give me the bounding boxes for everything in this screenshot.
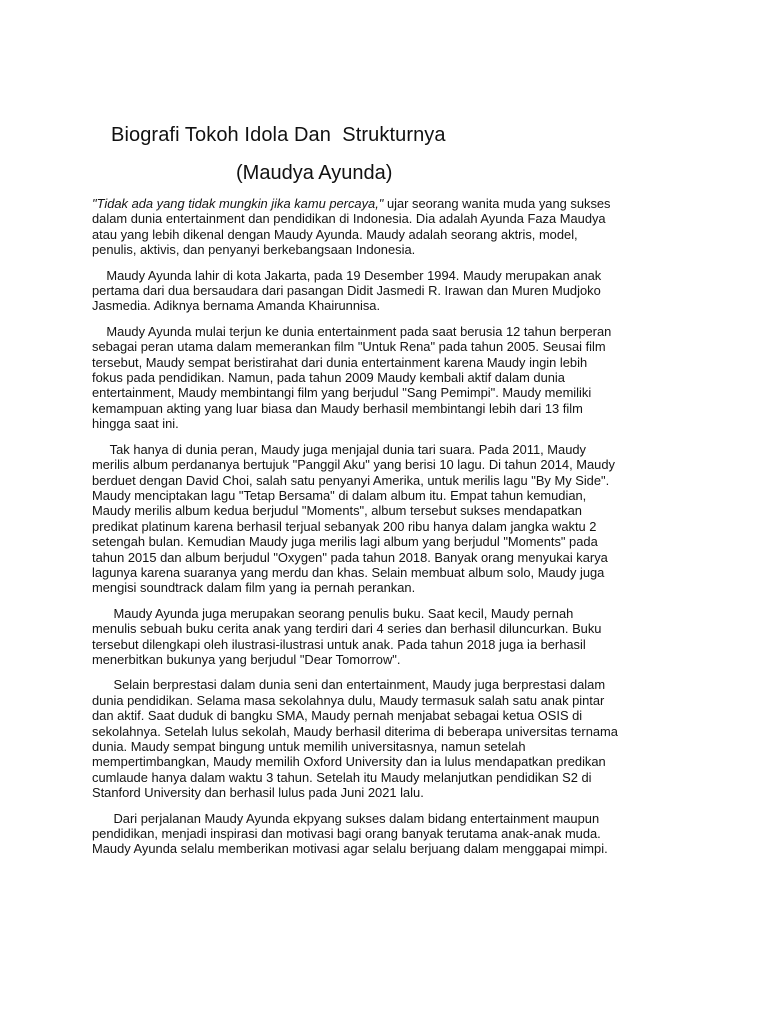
paragraph-line: Selain berprestasi dalam dunia seni dan entertainment, Maudy juga berprestasi dalam: [92, 677, 606, 693]
paragraph-line: Maudy Ayunda selalu memberikan motivasi agar selalu berjuang dalam menggapai mimpi.: [92, 841, 608, 857]
paragraph-6: [92, 677, 682, 800]
paragraph-line: merilis album perdananya bertujuk "Panggil Aku" yang berisi 10 lagu. Di tahun 2014, Maudy: [92, 457, 615, 473]
paragraph-line: entertainment, Maudy membintangi film yang berjudul "Sang Pemimpi". Maudy memiliki: [92, 385, 592, 401]
paragraph-line: Dari perjalanan Maudy Ayunda ekpyang sukses dalam bidang entertainment maupun: [92, 810, 600, 826]
paragraph-line: menerbitkan bukunya yang berjudul "Dear Tomorrow".: [92, 651, 401, 667]
paragraph-5: [92, 606, 682, 668]
opening-line-rest: ujar seorang wanita muda yang sukses: [383, 196, 611, 211]
paragraph-line: fokus pada pendidikan. Namun, pada tahun 2009 Maudy kembali aktif dalam dunia: [92, 370, 565, 386]
document-body: [92, 196, 682, 867]
paragraph-line: cumlaude hanya dalam waktu 3 tahun. Setelah itu Maudy melanjutkan pendidikan S2 di: [92, 769, 592, 785]
paragraph-line: sekolahnya. Setelah lulus sekolah, Maudy berhasil diterima di beberapa universitas ternama: [92, 723, 618, 739]
paragraph-line: tersebut, Maudy sempat beristirahat dari dunia entertainment karena Maudy ingin lebih: [92, 354, 588, 370]
paragraph-line: tahun 2015 dan album berjudul "Oxygen" pada tahun 2018. Banyak orang menyukai karya: [92, 549, 608, 565]
paragraph-3: [92, 324, 682, 432]
paragraph-line: sebagai peran utama dalam memerankan film "Untuk Rena" pada tahun 2005. Seusai film: [92, 339, 606, 355]
paragraph-line: pendidikan, menjadi inspirasi dan motivasi bagi orang banyak terutama anak-anak muda.: [92, 826, 601, 842]
paragraph-line: lagunya karena suaranya yang merdu dan khas. Selain membuat album solo, Maudy juga: [92, 564, 605, 580]
paragraph-line: penulis, aktivis, dan penyanyi berkebangsaan Indonesia.: [92, 242, 416, 258]
paragraph-line: Stanford University dan berhasil lulus pada Juni 2021 lalu.: [92, 785, 424, 801]
document-title: Biografi Tokoh Idola Dan Strukturnya: [111, 124, 446, 146]
paragraph-line: setengah bulan. Kemudian Maudy juga merilis lagi album yang berjudul "Moments" pada: [92, 534, 598, 550]
paragraph-line: Tak hanya di dunia peran, Maudy juga menjajal dunia tari suara. Pada 2011, Maudy: [92, 441, 586, 457]
paragraph-line: atau yang lebih dikenal dengan Maudy Ayunda. Maudy adalah seorang aktris, model,: [92, 226, 578, 242]
paragraph-line: [92, 196, 682, 211]
paragraph-line: Jasmedia. Adiknya bernama Amanda Khairunnisa.: [92, 298, 381, 314]
opening-quote: "Tidak ada yang tidak mungkin jika kamu percaya,": [92, 196, 384, 211]
paragraph-line: menulis sebuah buku cerita anak yang terdiri dari 4 series dan berhasil diluncurkan. Buku: [92, 621, 602, 637]
document-subtitle: (Maudya Ayunda): [236, 162, 393, 184]
paragraph-1: [92, 196, 682, 258]
paragraph-2: [92, 268, 682, 314]
paragraph-7: [92, 811, 682, 857]
paragraph-line: Maudy Ayunda lahir di kota Jakarta, pada 19 Desember 1994. Maudy merupakan anak: [92, 267, 602, 283]
paragraph-line: berduet dengan David Choi, salah satu penyanyi Amerika, untuk merilis lagu "By My Side".: [92, 472, 610, 488]
paragraph-line: Maudy menciptakan lagu "Tetap Bersama" di dalam album itu. Empat tahun kemudian,: [92, 487, 587, 503]
paragraph-line: dalam dunia entertainment dan pendidikan di Indonesia. Dia adalah Ayunda Faza Maudya: [92, 211, 606, 227]
paragraph-line: predikat platinum karena berhasil terjual sebanyak 200 ribu hanya dalam jangka waktu 2: [92, 518, 597, 534]
paragraph-line: dunia pendidikan. Selama masa sekolahnya dulu, Maudy termasuk salah satu anak pintar: [92, 692, 605, 708]
paragraph-line: Maudy merilis album kedua berjudul "Moments", album tersebut sukses mendapatkan: [92, 503, 582, 519]
paragraph-line: tersebut dilengkapi oleh ilustrasi-ilustrasi untuk anak. Pada tahun 2018 juga ia berhasil: [92, 636, 586, 652]
paragraph-line: dan aktif. Saat duduk di bangku SMA, Maudy pernah menjabat sebagai ketua OSIS di: [92, 708, 583, 724]
paragraph-line: mengisi soundtrack dalam film yang ia pernah perankan.: [92, 580, 416, 596]
paragraph-line: kemampuan akting yang luar biasa dan Maudy berhasil membintangi lebih dari 13 film: [92, 400, 583, 416]
paragraph-line: Maudy Ayunda mulai terjun ke dunia entertainment pada saat berusia 12 tahun berperan: [92, 323, 612, 339]
paragraph-line: hingga saat ini.: [92, 416, 179, 432]
paragraph-line: dunia. Maudy sempat bingung untuk memilih universitasnya, namun setelah: [92, 739, 526, 754]
paragraph-line: mempertimbangkan, Maudy memilih Oxford University dan ia lulus mendapatkan predikan: [92, 754, 606, 770]
paragraph-4: [92, 442, 682, 596]
paragraph-line: pertama dari dua bersaudara dari pasangan Didit Jasmedi R. Irawan dan Muren Mudjoko: [92, 283, 601, 299]
paragraph-line: Maudy Ayunda juga merupakan seorang penulis buku. Saat kecil, Maudy pernah: [92, 605, 574, 621]
